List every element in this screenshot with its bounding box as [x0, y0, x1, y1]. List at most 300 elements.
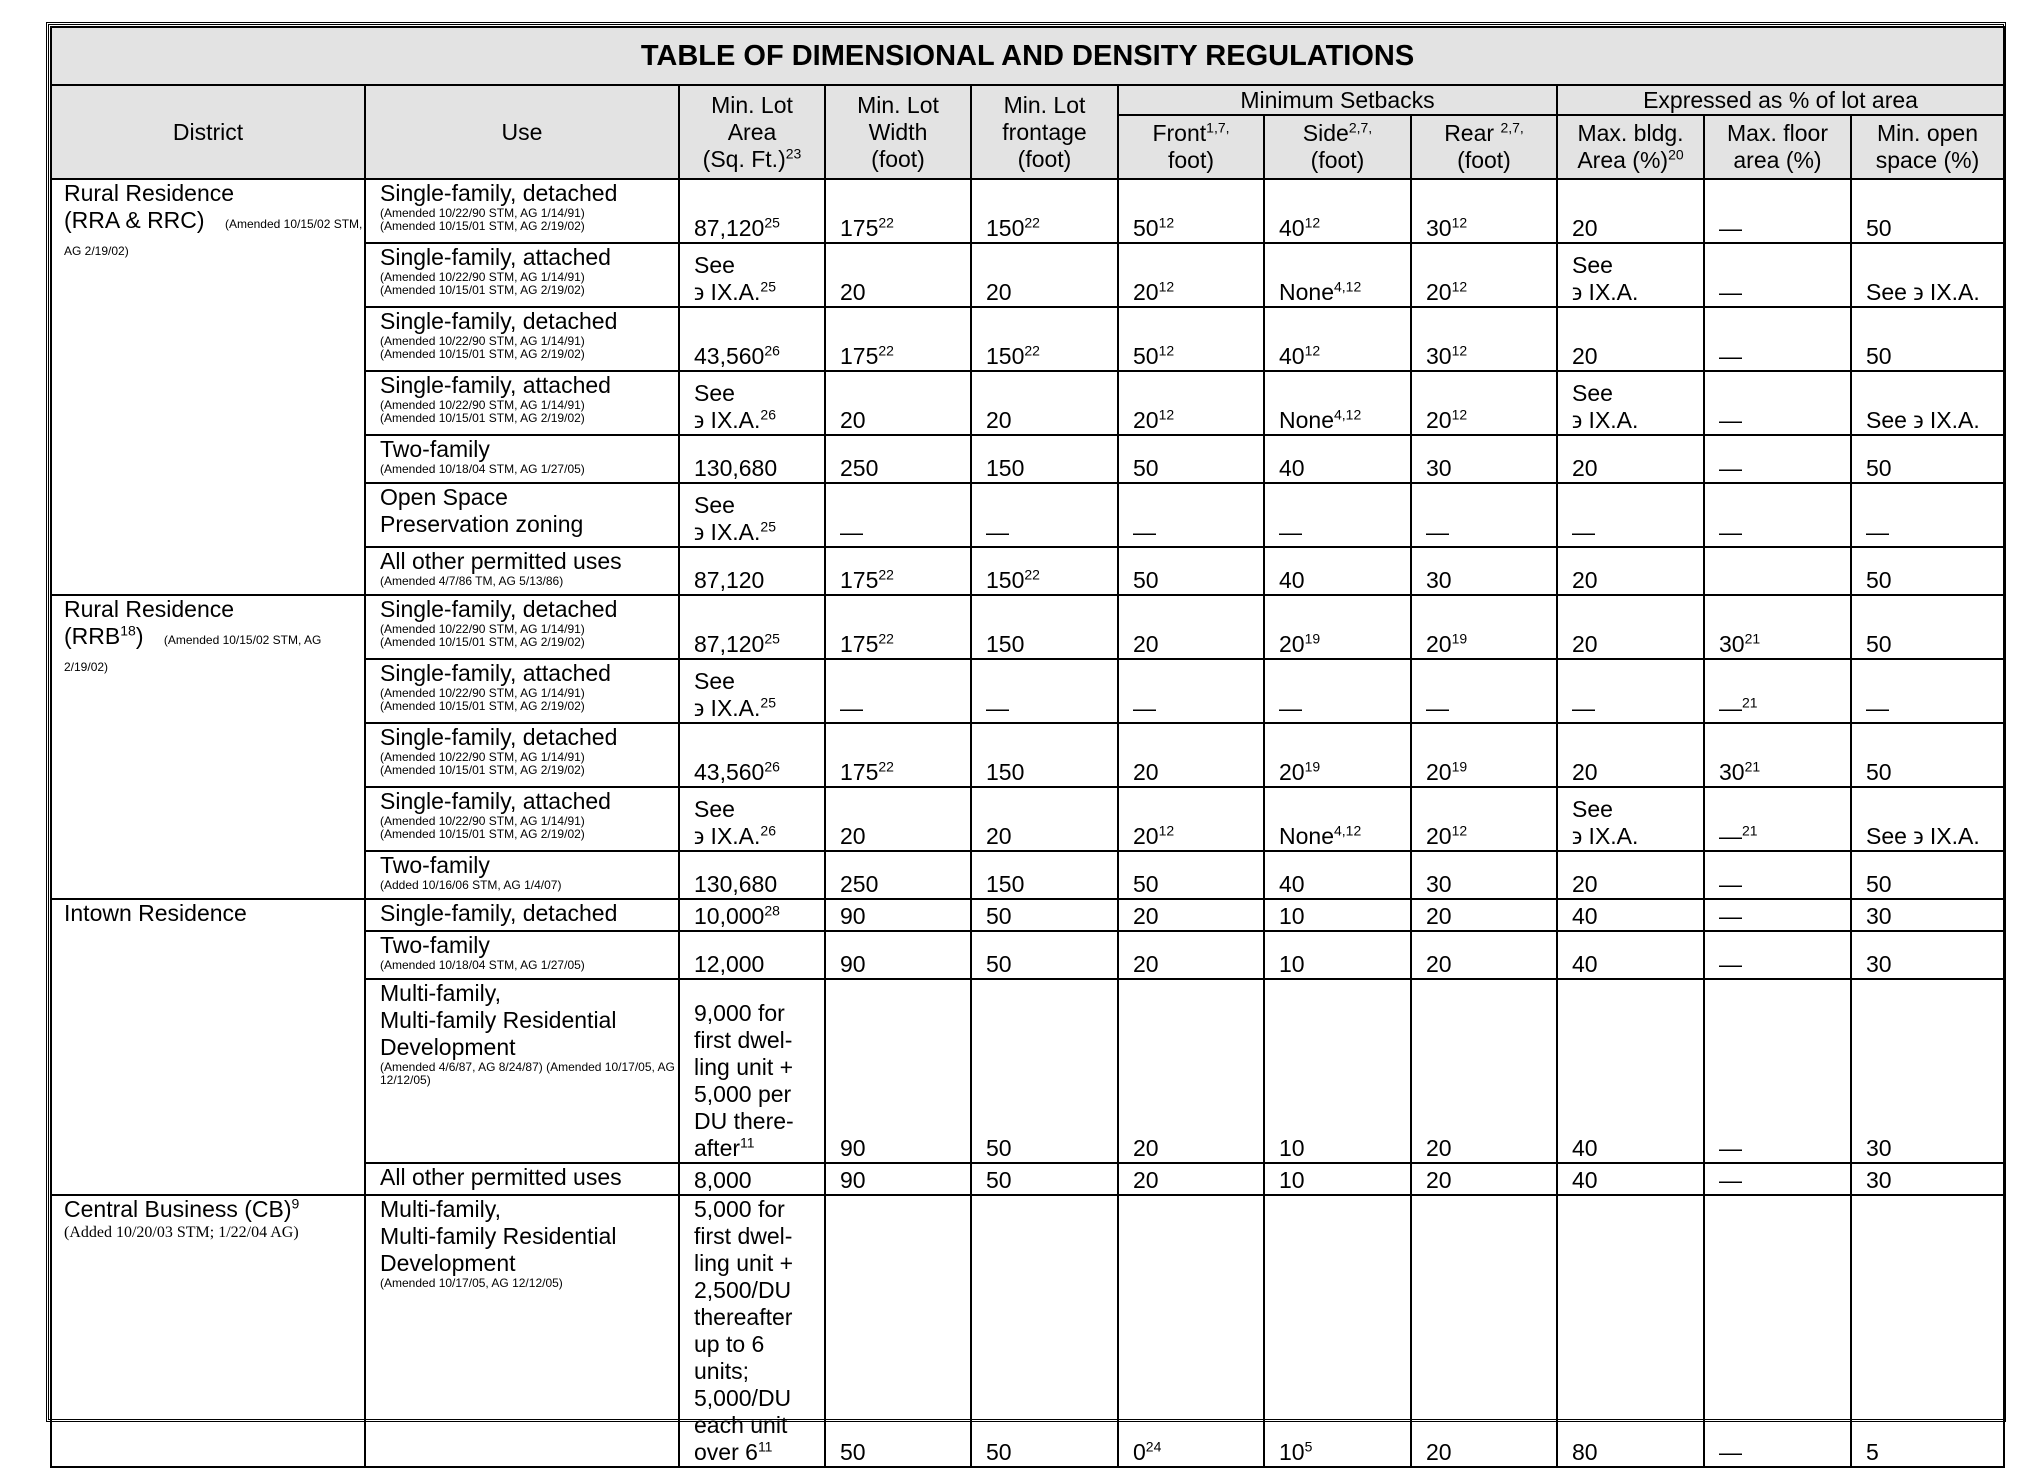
cell-value: 20	[1572, 343, 1598, 369]
max-floor-area-cell	[1704, 979, 1851, 1163]
side-setback-cell	[1264, 307, 1411, 371]
cell-value: ϶ IX.A.	[1572, 279, 1639, 305]
table-row	[51, 899, 2004, 931]
min-lot-frontage-cell	[971, 595, 1118, 659]
cell-value: 50	[1866, 871, 1892, 897]
cell-value: 5,000 for	[694, 1196, 785, 1222]
cell-value: 50	[986, 951, 1012, 977]
footnote-ref: 22	[878, 214, 894, 231]
min-lot-width-cell	[825, 483, 971, 547]
side-setback-cell	[1264, 931, 1411, 979]
front-setback-cell	[1118, 243, 1264, 307]
cell-value: —	[1719, 871, 1742, 897]
side-setback-cell	[1264, 899, 1411, 931]
footnote-ref: 4,12	[1333, 822, 1362, 839]
use-label: Development	[380, 1034, 516, 1060]
cell-value: $20^{12}$	[1426, 406, 1468, 433]
min-lot-frontage-cell	[971, 243, 1118, 307]
max-bldg-area-cell	[1557, 1195, 1704, 1467]
footnote-ref: 25	[760, 278, 776, 295]
table-title: TABLE OF DIMENSIONAL AND DENSITY REGULATIONS	[51, 27, 2004, 85]
district-name: Intown Residence	[64, 900, 247, 926]
cell-value: thereafter	[694, 1304, 793, 1330]
use-label: Single-family, detached	[380, 724, 618, 750]
use-amendment-note: (Amended 10/15/01 STM, AG 2/19/02)	[380, 699, 585, 713]
min-lot-frontage-cell	[971, 931, 1118, 979]
front-setback-cell	[1118, 435, 1264, 483]
use-label: Preservation zoning	[380, 511, 584, 537]
cell-value: —	[840, 695, 863, 721]
use-amendment-note: (Amended 10/15/01 STM, AG 2/19/02)	[380, 219, 585, 233]
use-label: Single-family, attached	[380, 244, 611, 270]
max-floor-area-cell	[1704, 307, 1851, 371]
use-label: All other permitted uses	[380, 548, 622, 574]
header-district: District	[51, 85, 365, 179]
cell-value: See	[1572, 796, 1613, 822]
min-lot-area-cell	[679, 931, 825, 979]
district-cell	[51, 595, 365, 899]
cell-value: 20	[1572, 455, 1598, 481]
table-row	[51, 1195, 2004, 1467]
max-floor-area-cell	[1704, 243, 1851, 307]
footnote-ref: 25	[760, 694, 776, 711]
cell-value: 30	[1866, 1135, 1892, 1161]
rear-setback-cell	[1411, 547, 1557, 595]
cell-value: —	[1426, 519, 1449, 545]
cell-value: ϶ IX.A.$^{25}$	[694, 278, 776, 305]
use-cell	[365, 899, 679, 931]
max-floor-area-cell	[1704, 931, 1851, 979]
footnote-ref: 21	[1742, 822, 1758, 839]
min-lot-width-cell	[825, 899, 971, 931]
max-floor-area-cell	[1704, 787, 1851, 851]
cell-value: —$^{21}$	[1719, 694, 1758, 721]
max-floor-area-cell	[1704, 899, 1851, 931]
table-row	[51, 179, 2004, 243]
side-setback-cell	[1264, 723, 1411, 787]
cell-value: 250	[840, 455, 879, 481]
cell-value: $0^{24}$	[1133, 1438, 1162, 1465]
side-setback-cell	[1264, 787, 1411, 851]
use-amendment-note: (Amended 10/15/01 STM, AG 2/19/02)	[380, 283, 585, 297]
use-label: Multi-family,	[380, 980, 501, 1006]
cell-value: 12,000	[694, 951, 765, 977]
cell-value: $20^{12}$	[1133, 406, 1175, 433]
front-setback-cell	[1118, 723, 1264, 787]
side-setback-cell	[1264, 1195, 1411, 1467]
cell-value: —	[986, 695, 1009, 721]
footnote-ref: 12	[1158, 406, 1175, 423]
footnote-ref: 21	[1742, 694, 1758, 711]
footnote-ref: 26	[764, 758, 780, 775]
footnote-ref: 12	[1158, 342, 1175, 359]
cell-value: $30^{21}$	[1719, 630, 1761, 657]
min-lot-frontage-cell	[971, 1195, 1118, 1467]
cell-value: 20	[1572, 567, 1598, 593]
cell-value: 20	[1426, 1167, 1452, 1193]
min-open-space-cell	[1851, 931, 2004, 979]
min-lot-width-cell	[825, 547, 971, 595]
front-setback-cell	[1118, 851, 1264, 899]
footnote-ref: 28	[764, 902, 780, 919]
min-lot-width-cell	[825, 595, 971, 659]
cell-value: 2,500/DU	[694, 1277, 792, 1303]
cell-value: —	[1133, 519, 1156, 545]
min-open-space-cell	[1851, 307, 2004, 371]
cell-value: 20	[986, 407, 1012, 433]
use-label: Single-family, detached	[380, 180, 618, 206]
cell-value: 10	[1279, 951, 1305, 977]
header-front: Front$^{1,7,}$ foot)	[1118, 115, 1264, 179]
max-floor-area-cell	[1704, 435, 1851, 483]
cell-value: See	[694, 796, 735, 822]
cell-value: 87,120$^{25}$	[694, 630, 780, 657]
rear-setback-cell	[1411, 979, 1557, 1163]
cell-value: 20	[986, 279, 1012, 305]
footnote-ref: 22	[1024, 342, 1040, 359]
cell-value: —	[1719, 951, 1742, 977]
cell-value: 20	[1426, 1439, 1452, 1465]
front-setback-cell	[1118, 179, 1264, 243]
use-cell	[365, 595, 679, 659]
front-setback-cell	[1118, 931, 1264, 979]
rear-setback-cell	[1411, 931, 1557, 979]
cell-value: up to 6	[694, 1331, 765, 1357]
cell-value: 20	[1133, 951, 1159, 977]
min-lot-area-cell	[679, 723, 825, 787]
side-setback-cell	[1264, 547, 1411, 595]
side-setback-cell	[1264, 659, 1411, 723]
side-setback-cell	[1264, 483, 1411, 547]
min-open-space-cell	[1851, 851, 2004, 899]
max-floor-area-cell	[1704, 595, 1851, 659]
cell-value: 43,560$^{26}$	[694, 758, 780, 785]
cell-value: 150	[986, 871, 1025, 897]
min-open-space-cell	[1851, 179, 2004, 243]
cell-value: $175^{22}$	[840, 342, 894, 369]
header-min-open-space: Min. open space (%)	[1851, 115, 2004, 179]
max-bldg-area-cell	[1557, 307, 1704, 371]
use-cell	[365, 179, 679, 243]
cell-value: —	[986, 519, 1009, 545]
use-amendment-note: (Amended 10/15/01 STM, AG 2/19/02)	[380, 827, 585, 841]
cell-value: 90	[840, 1135, 866, 1161]
max-floor-area-cell	[1704, 371, 1851, 435]
footnote-ref: 11	[757, 1438, 773, 1455]
min-open-space-cell	[1851, 899, 2004, 931]
max-floor-area-cell	[1704, 1195, 1851, 1467]
side-setback-cell	[1264, 1163, 1411, 1195]
cell-value: —	[1719, 407, 1742, 433]
footnote-ref: 19	[1451, 758, 1468, 775]
max-floor-area-cell	[1704, 851, 1851, 899]
min-open-space-cell	[1851, 435, 2004, 483]
cell-value: 40	[1279, 455, 1305, 481]
district-name: Rural Residence	[64, 180, 235, 206]
max-bldg-area-cell	[1557, 723, 1704, 787]
cell-value: 40	[1572, 1135, 1598, 1161]
front-setback-cell	[1118, 595, 1264, 659]
header-use: Use	[365, 85, 679, 179]
max-floor-area-cell	[1704, 483, 1851, 547]
footnote-ref: 19	[1304, 630, 1321, 647]
cell-value: —$^{21}$	[1719, 822, 1758, 849]
min-lot-area-cell	[679, 659, 825, 723]
cell-value: $40^{12}$	[1279, 214, 1321, 241]
min-lot-width-cell	[825, 371, 971, 435]
rear-setback-cell	[1411, 899, 1557, 931]
cell-value: 50	[1133, 455, 1159, 481]
rear-setback-cell	[1411, 435, 1557, 483]
use-cell	[365, 435, 679, 483]
cell-value: 20	[1133, 759, 1159, 785]
use-label: Single-family, attached	[380, 788, 611, 814]
min-lot-area-cell	[679, 1195, 825, 1467]
use-cell	[365, 1195, 679, 1467]
table-row	[51, 595, 2004, 659]
header-min-lot-width: Min. Lot Width (foot)	[825, 85, 971, 179]
max-floor-area-cell	[1704, 659, 1851, 723]
cell-value: See	[694, 380, 735, 406]
min-lot-area-cell	[679, 179, 825, 243]
cell-value: None$^{4,12}$	[1279, 406, 1362, 433]
footnote-ref: 12	[1451, 822, 1468, 839]
cell-value: 20	[1572, 871, 1598, 897]
min-open-space-cell	[1851, 1163, 2004, 1195]
use-label: Two-family	[380, 436, 490, 462]
footnote-ref: 25	[764, 214, 780, 231]
cell-value: 130,680	[694, 871, 778, 897]
cell-value: 90	[840, 951, 866, 977]
cell-value: —	[1719, 903, 1742, 929]
max-floor-area-cell	[1704, 723, 1851, 787]
cell-value: 40	[1572, 951, 1598, 977]
header-max-bldg-area: Max. bldg. Area (%)$^{20}$	[1557, 115, 1704, 179]
district-cell	[51, 1195, 365, 1467]
cell-value: —	[1719, 279, 1742, 305]
cell-value: $175^{22}$	[840, 566, 894, 593]
district-amendment-note: (Amended 10/15/02 STM, AG 2/19/02)	[64, 633, 322, 674]
side-setback-cell	[1264, 435, 1411, 483]
cell-value: units;	[694, 1358, 749, 1384]
cell-value: 20	[840, 279, 866, 305]
use-cell	[365, 723, 679, 787]
front-setback-cell	[1118, 307, 1264, 371]
use-label: Multi-family Residential	[380, 1223, 617, 1249]
rear-setback-cell	[1411, 659, 1557, 723]
use-amendment-note: (Amended 10/22/90 STM, AG 1/14/91)	[380, 814, 585, 828]
rear-setback-cell	[1411, 243, 1557, 307]
cell-value: after$^{11}$	[694, 1134, 755, 1161]
header-max-floor-area: Max. floor area (%)	[1704, 115, 1851, 179]
footnote-ref: 12	[1304, 214, 1321, 231]
use-amendment-note: (Amended 10/22/90 STM, AG 1/14/91)	[380, 398, 585, 412]
cell-value: 50	[1866, 343, 1892, 369]
cell-value: $150^{22}$	[986, 566, 1040, 593]
cell-value: —	[1719, 519, 1742, 545]
cell-value: See ϶ IX.A.	[1866, 407, 1980, 433]
cell-value: See	[1572, 380, 1613, 406]
cell-value: 30	[1426, 455, 1452, 481]
front-setback-cell	[1118, 483, 1264, 547]
cell-value: 20	[1572, 631, 1598, 657]
use-amendment-note: (Amended 10/22/90 STM, AG 1/14/91)	[380, 686, 585, 700]
footnote-ref: 25	[760, 518, 776, 535]
cell-value: 20	[1572, 759, 1598, 785]
cell-value: 20	[1426, 903, 1452, 929]
cell-value: ling unit +	[694, 1054, 794, 1080]
cell-value: See	[694, 668, 735, 694]
cell-value: 50	[986, 1439, 1012, 1465]
max-bldg-area-cell	[1557, 435, 1704, 483]
cell-value: 50	[986, 1167, 1012, 1193]
use-cell	[365, 659, 679, 723]
min-lot-frontage-cell	[971, 435, 1118, 483]
front-setback-cell	[1118, 547, 1264, 595]
cell-value: 80	[1572, 1439, 1598, 1465]
footnote-ref: 12	[1451, 406, 1468, 423]
footnote-ref: 12	[1158, 822, 1175, 839]
use-amendment-note: (Amended 10/15/01 STM, AG 2/19/02)	[380, 347, 585, 361]
side-setback-cell	[1264, 371, 1411, 435]
footnote-ref: 26	[764, 342, 780, 359]
rear-setback-cell	[1411, 723, 1557, 787]
cell-value: 10,000$^{28}$	[694, 902, 780, 929]
min-open-space-cell	[1851, 979, 2004, 1163]
footnote-ref: 22	[1024, 566, 1040, 583]
cell-value: $150^{22}$	[986, 214, 1040, 241]
min-open-space-cell	[1851, 371, 2004, 435]
cell-value: 20	[1133, 1167, 1159, 1193]
min-lot-frontage-cell	[971, 851, 1118, 899]
cell-value: 10	[1279, 903, 1305, 929]
use-cell	[365, 307, 679, 371]
min-lot-frontage-cell	[971, 787, 1118, 851]
cell-value: over $6^{11}$	[694, 1438, 773, 1465]
cell-value: None$^{4,12}$	[1279, 822, 1362, 849]
header-min-lot-frontage: Min. Lot frontage (foot)	[971, 85, 1118, 179]
cell-value: 20	[1426, 951, 1452, 977]
footnote-ref: 21	[1744, 758, 1761, 775]
cell-value: $20^{19}$	[1426, 758, 1468, 785]
use-amendment-note: (Amended 10/18/04 STM, AG 1/27/05)	[380, 958, 585, 972]
cell-value: 50	[986, 1135, 1012, 1161]
min-lot-width-cell	[825, 659, 971, 723]
use-cell	[365, 1163, 679, 1195]
min-lot-area-cell	[679, 435, 825, 483]
cell-value: 10	[1279, 1135, 1305, 1161]
min-lot-width-cell	[825, 1195, 971, 1467]
use-amendment-note: (Amended 10/17/05, AG 12/12/05)	[380, 1276, 563, 1290]
district-cell	[51, 899, 365, 1195]
cell-value: 50	[1866, 759, 1892, 785]
min-lot-width-cell	[825, 179, 971, 243]
cell-value: 87,120	[694, 567, 765, 593]
district-name: (RRA & RRC) (Amended 10/15/02 STM, AG 2/19/02)	[64, 207, 363, 258]
district-name: Central Business (CB)$^9$	[64, 1195, 300, 1222]
footnote-ref: 12	[1158, 278, 1175, 295]
footnote-ref: 12	[1451, 278, 1468, 295]
cell-value: each unit	[694, 1412, 788, 1438]
cell-value: See ϶ IX.A.	[1866, 823, 1980, 849]
use-amendment-note: (Amended 10/22/90 STM, AG 1/14/91)	[380, 334, 585, 348]
min-lot-area-cell	[679, 547, 825, 595]
district-cell	[51, 179, 365, 595]
cell-value: 30	[1426, 567, 1452, 593]
cell-value: 40	[1572, 903, 1598, 929]
min-lot-area-cell	[679, 851, 825, 899]
use-label: Two-family	[380, 852, 490, 878]
footnote-ref: 12	[1304, 342, 1321, 359]
front-setback-cell	[1118, 371, 1264, 435]
cell-value: first dwel-	[694, 1027, 793, 1053]
cell-value: $50^{12}$	[1133, 214, 1175, 241]
cell-value: 150	[986, 631, 1025, 657]
min-open-space-cell	[1851, 723, 2004, 787]
cell-value: 50	[986, 903, 1012, 929]
footnote-ref: 22	[1024, 214, 1040, 231]
max-bldg-area-cell	[1557, 659, 1704, 723]
front-setback-cell	[1118, 787, 1264, 851]
cell-value: 50	[1866, 567, 1892, 593]
table-body	[51, 179, 2004, 1467]
cell-value: DU there-	[694, 1108, 794, 1134]
use-cell	[365, 547, 679, 595]
cell-value: $50^{12}$	[1133, 342, 1175, 369]
min-lot-frontage-cell	[971, 659, 1118, 723]
cell-value: 20	[840, 407, 866, 433]
cell-value: $20^{19}$	[1426, 630, 1468, 657]
cell-value: 50	[840, 1439, 866, 1465]
min-lot-area-cell	[679, 307, 825, 371]
cell-value: $20^{12}$	[1133, 278, 1175, 305]
cell-value: 20	[986, 823, 1012, 849]
footnote-ref: 26	[760, 822, 776, 839]
rear-setback-cell	[1411, 483, 1557, 547]
cell-value: 90	[840, 903, 866, 929]
min-lot-width-cell	[825, 435, 971, 483]
min-lot-area-cell	[679, 787, 825, 851]
min-open-space-cell	[1851, 483, 2004, 547]
min-lot-area-cell	[679, 979, 825, 1163]
use-amendment-note: (Amended 10/18/04 STM, AG 1/27/05)	[380, 462, 585, 476]
min-lot-frontage-cell	[971, 547, 1118, 595]
min-lot-width-cell	[825, 851, 971, 899]
footnote-ref: 19	[1451, 630, 1468, 647]
min-lot-area-cell	[679, 483, 825, 547]
cell-value: $10^5$	[1279, 1438, 1313, 1465]
max-bldg-area-cell	[1557, 371, 1704, 435]
min-lot-frontage-cell	[971, 979, 1118, 1163]
cell-value: 43,560$^{26}$	[694, 342, 780, 369]
min-lot-frontage-cell	[971, 1163, 1118, 1195]
cell-value: 30	[1866, 1167, 1892, 1193]
footnote-ref: 5	[1304, 1438, 1313, 1455]
rear-setback-cell	[1411, 1163, 1557, 1195]
cell-value: ϶ IX.A.$^{26}$	[694, 822, 776, 849]
cell-value: 10	[1279, 1167, 1305, 1193]
cell-value: —	[1572, 695, 1595, 721]
min-lot-area-cell	[679, 595, 825, 659]
min-open-space-cell	[1851, 243, 2004, 307]
cell-value: ϶ IX.A.$^{26}$	[694, 406, 776, 433]
footnote-ref: 19	[1304, 758, 1321, 775]
footnote-ref: 12	[1451, 342, 1468, 359]
cell-value: ϶ IX.A.	[1572, 823, 1639, 849]
use-label: Single-family, attached	[380, 660, 611, 686]
min-lot-frontage-cell	[971, 483, 1118, 547]
max-bldg-area-cell	[1557, 787, 1704, 851]
